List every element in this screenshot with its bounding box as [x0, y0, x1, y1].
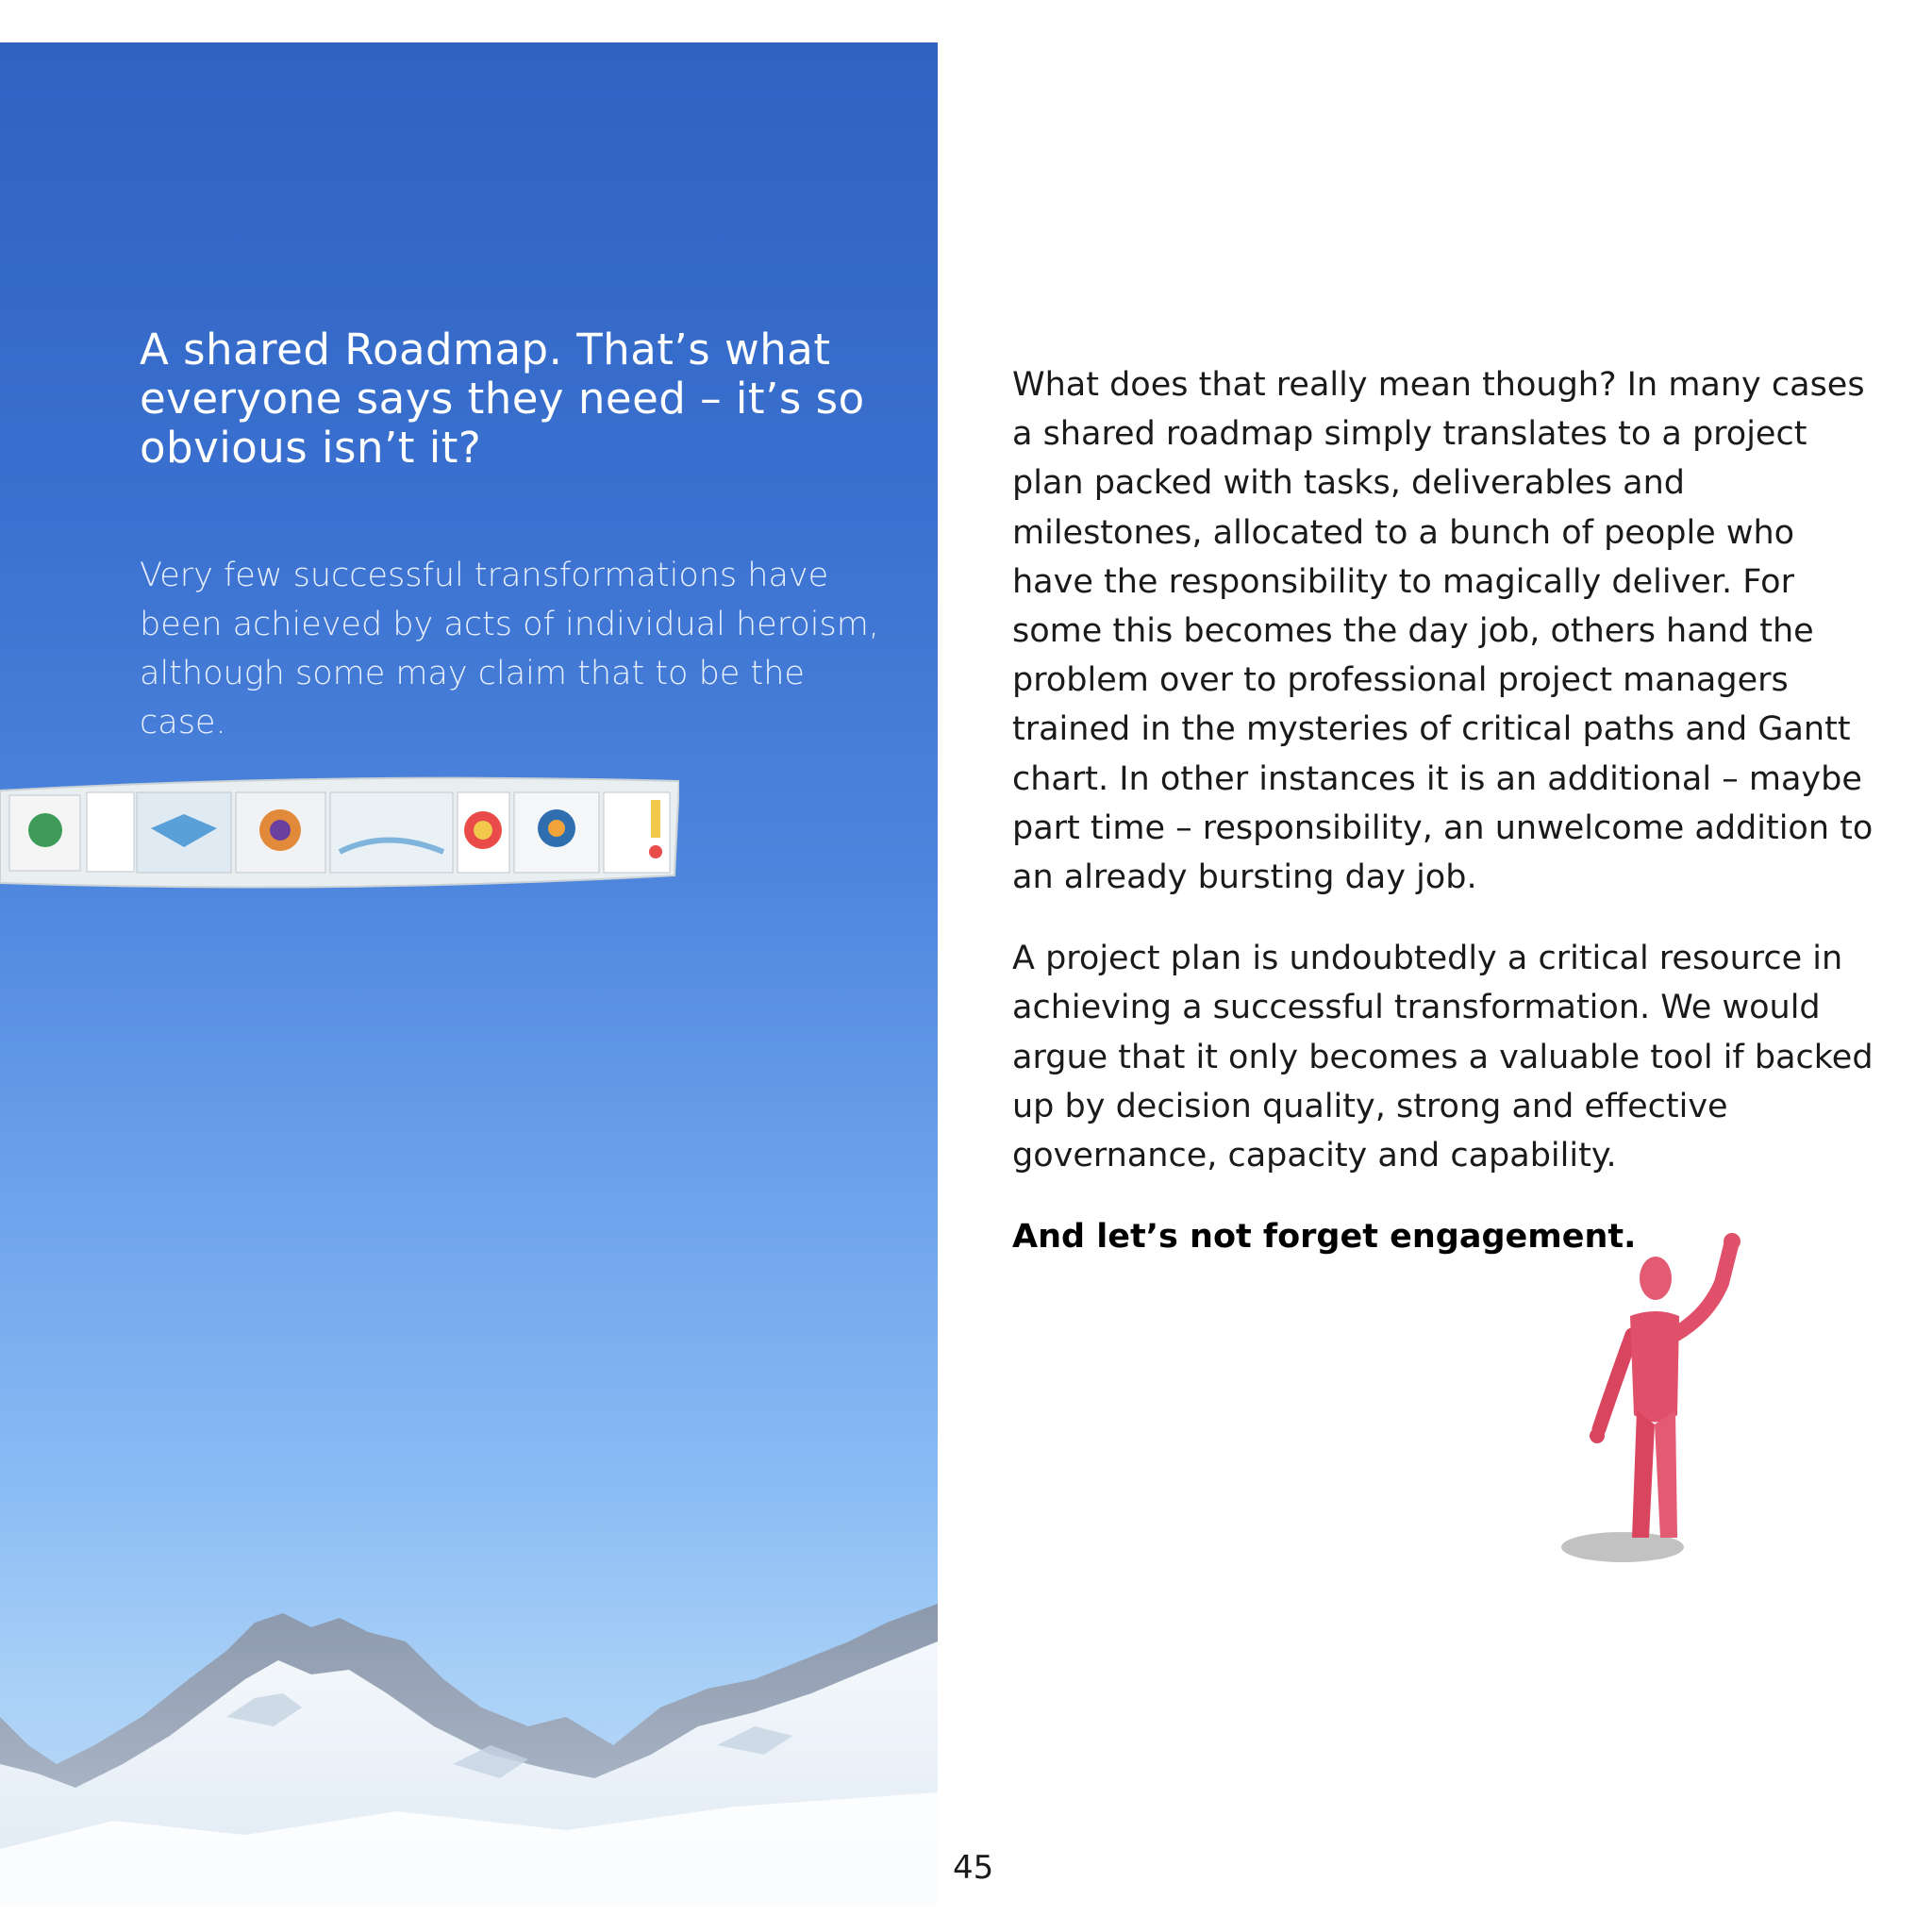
closing-line: And let’s not forget engagement. [1012, 1218, 1637, 1257]
body-paragraph-1: What does that really mean though? In many cases a shared roadmap simply translates to a project plan packed with tasks, deliverables and milestones, allocated to a bunch of people who have the responsibility to magically deliver. For some this becomes the day job, others hand the problem over to professional project managers trained in the mysteries of critical paths and Gantt chart. In other instances it is an additional – maybe part time – responsibility, an unwelcome addition to an already bursting day job. [1012, 366, 1874, 897]
page-heading: A shared Roadmap. That’s what everyone says they need – it’s so obvious isn’t it? [140, 325, 865, 473]
intro-subtext: Very few successful transformations have been achieved by acts of individual heroism, although some may claim that to be the case. [140, 557, 879, 741]
pink-figure-pointing-illustration [1557, 1226, 1764, 1585]
snowy-mountains-illustration [0, 1604, 938, 1906]
page-number: 45 [953, 1849, 994, 1887]
roadmap-strip-illustration [0, 772, 679, 891]
sky-mountain-photo [0, 42, 938, 1906]
body-text-column [1012, 360, 1880, 1293]
body-paragraph-2: A project plan is undoubtedly a critical resource in achieving a successful transformation. We would argue that it only becomes a valuable tool if backed up by decision quality, strong and effective governance, capacity and capability. [1012, 940, 1874, 1175]
